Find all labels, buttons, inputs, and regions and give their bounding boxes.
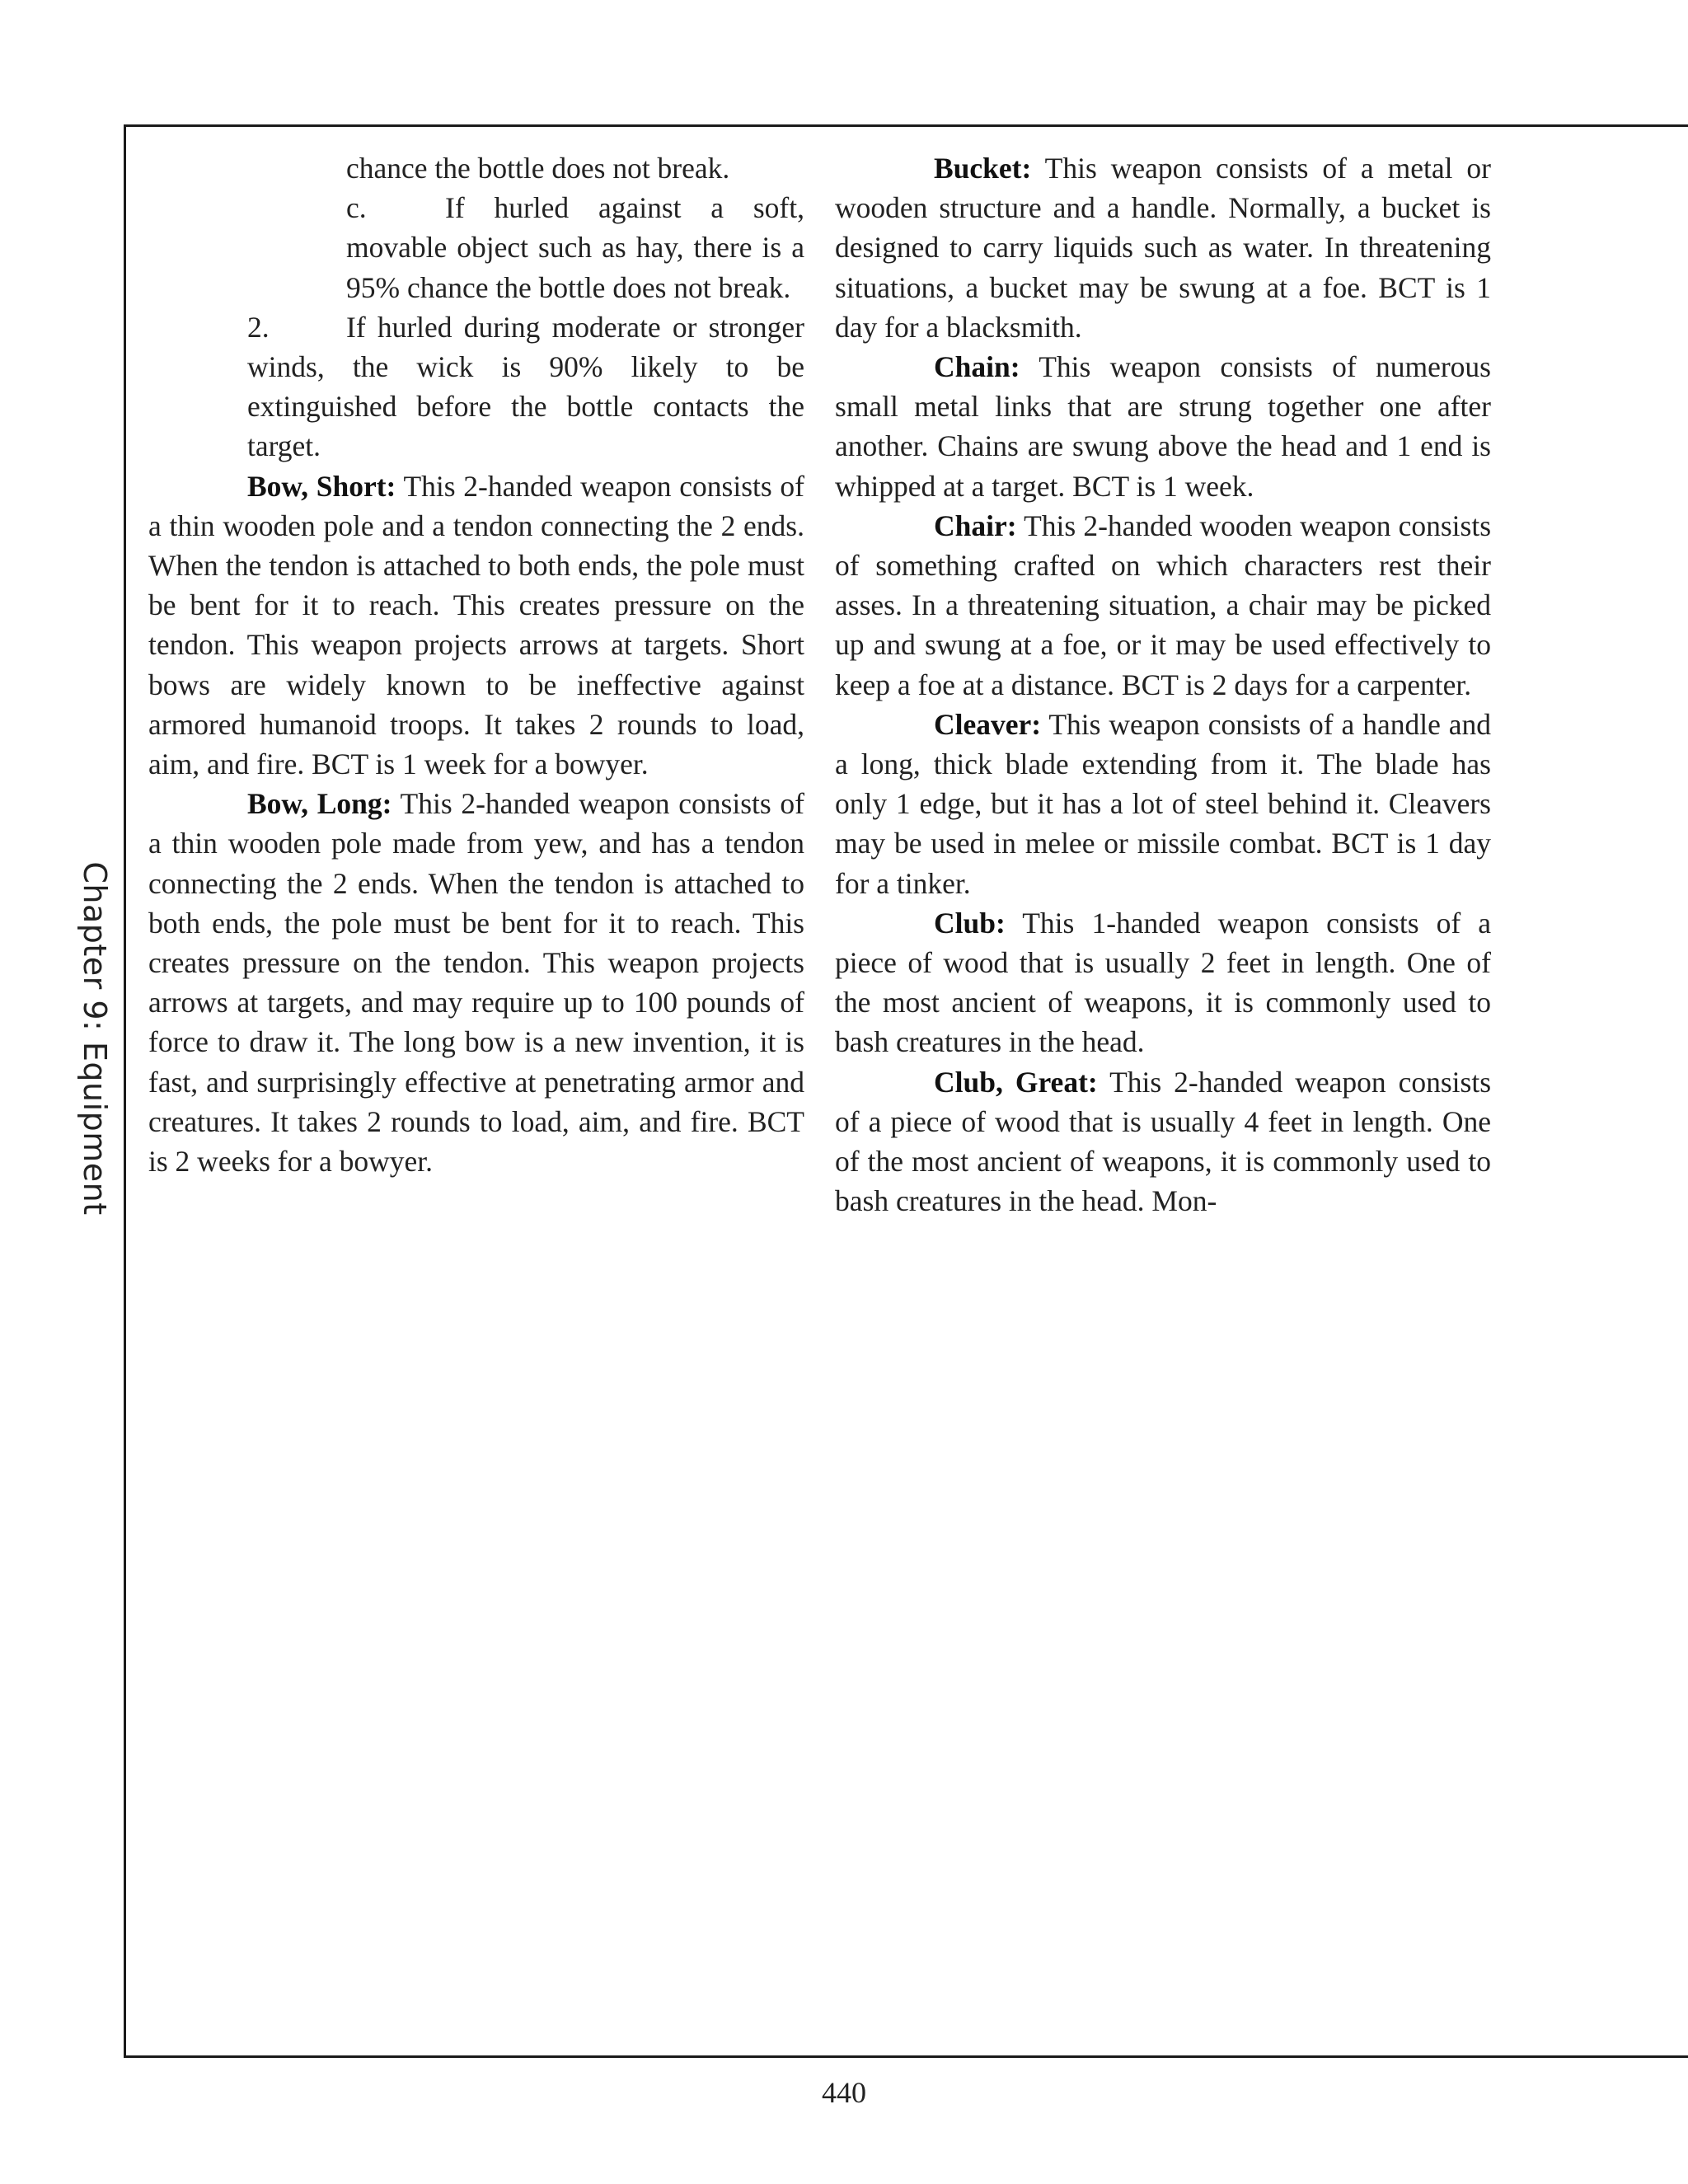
- entry-club: [835, 903, 1491, 1062]
- entry-text-club: This 1-handed weapon consists of a piece of wood that is usually 2 feet in length. One of the most ancient of weapons, it is commonly used to bash creatures in the head.: [835, 906, 1491, 1059]
- page-frame-bottom-rule: [124, 2055, 1688, 2058]
- entry-term-bucket: Bucket:: [934, 152, 1032, 185]
- entry-club-great: [835, 1062, 1491, 1221]
- entry-text-chair: This 2-handed wooden weapon consists of something crafted on which characters rest their asses. In a threatening situation, a chair may be picked up and swung at a foe, or it may be used effectively to keep a foe at a distance. BCT is 2 days for a carpenter.: [835, 509, 1492, 701]
- entry-text-chain: This weapon consists of numerous small metal links that are strung together one after another. Chains are swung above the head and 1 end is whipped at a target. BCT is 1 week.: [835, 350, 1491, 503]
- entry-bow-long: [148, 784, 804, 1181]
- list-marker-2: 2.: [247, 310, 270, 344]
- entry-term-bow-long: Bow, Long:: [247, 787, 392, 821]
- entry-term-club-great: Club, Great:: [934, 1065, 1098, 1099]
- entry-text-bucket: This weapon consists of a metal or wooden structure and a handle. Normally, a bucket is designed to carry liquids such as water. In threatening situations, a bucket may be swung at a foe. BCT is 1 day for a blacksmith.: [835, 152, 1491, 344]
- entry-bow-short: [148, 466, 804, 785]
- page-number: 440: [822, 2076, 866, 2109]
- entry-text-bow-short: This 2-handed weapon consists of a thin wooden pole and a tendon connecting the 2 ends. When the tendon is attached to both ends, the pole must be bent for it to reach. This creates pressure on the tendon. This weapon projects arrows at targets. Short bows are widely known to be ineffective against armored humanoid troops. It takes 2 rounds to load, aim, and fire. BCT is 1 week for a bowyer.: [148, 469, 804, 781]
- list-marker-c: c.: [346, 191, 367, 225]
- page-frame-left-rule: [124, 124, 126, 2058]
- entry-term-club: Club:: [934, 906, 1006, 940]
- list-item-c: [346, 188, 804, 307]
- entry-cleaver: [835, 705, 1491, 903]
- page-frame-top-rule: [124, 124, 1688, 127]
- chapter-side-label: Chapter 9: Equipment: [77, 861, 113, 1216]
- list-item-2: [247, 307, 804, 466]
- list-item-c-text: If hurled against a soft, movable object such as hay, there is a 95% chance the bottle does not break.: [346, 191, 804, 304]
- entry-term-cleaver: Cleaver:: [934, 707, 1042, 741]
- entry-bucket: [835, 148, 1491, 347]
- entry-term-bow-short: Bow, Short:: [247, 469, 396, 503]
- entry-term-chair: Chair:: [934, 509, 1017, 542]
- entry-term-chain: Chain:: [934, 350, 1020, 384]
- entry-chain: [835, 347, 1491, 506]
- entry-text-cleaver: This weapon consists of a handle and a long, thick blade extending from it. The blade has only 1 edge, but it has a lot of steel behind it. Cleavers may be used in melee or missile combat. BCT is 1 day for a tinker.: [835, 707, 1492, 900]
- continuation-text: chance the bottle does not break.: [346, 152, 730, 185]
- entry-chair: [835, 506, 1491, 705]
- right-text-column: [835, 148, 1491, 1221]
- left-text-column: [148, 148, 804, 1181]
- list-item-2-text: If hurled during moderate or stronger winds, the wick is 90% likely to be extinguished before the bottle contacts the target.: [247, 310, 804, 463]
- entry-text-club-great: This 2-handed weapon consists of a piece of wood that is usually 4 feet in length. One of the most ancient of weapons, it is commonly used to bash creatures in the head. Mon-: [835, 1065, 1492, 1218]
- entry-text-bow-long: This 2-handed weapon consists of a thin wooden pole made from yew, and has a tendon connecting the 2 ends. When the tendon is attached to both ends, the pole must be bent for it to reach. This creates pressure on the tendon. This weapon projects arrows at targets, and may require up to 100 pounds of force to draw it. The long bow is a new invention, it is fast, and surprisingly effective at penetrating armor and creatures. It takes 2 rounds to load, aim, and fire. BCT is 2 weeks for a bowyer.: [148, 787, 804, 1179]
